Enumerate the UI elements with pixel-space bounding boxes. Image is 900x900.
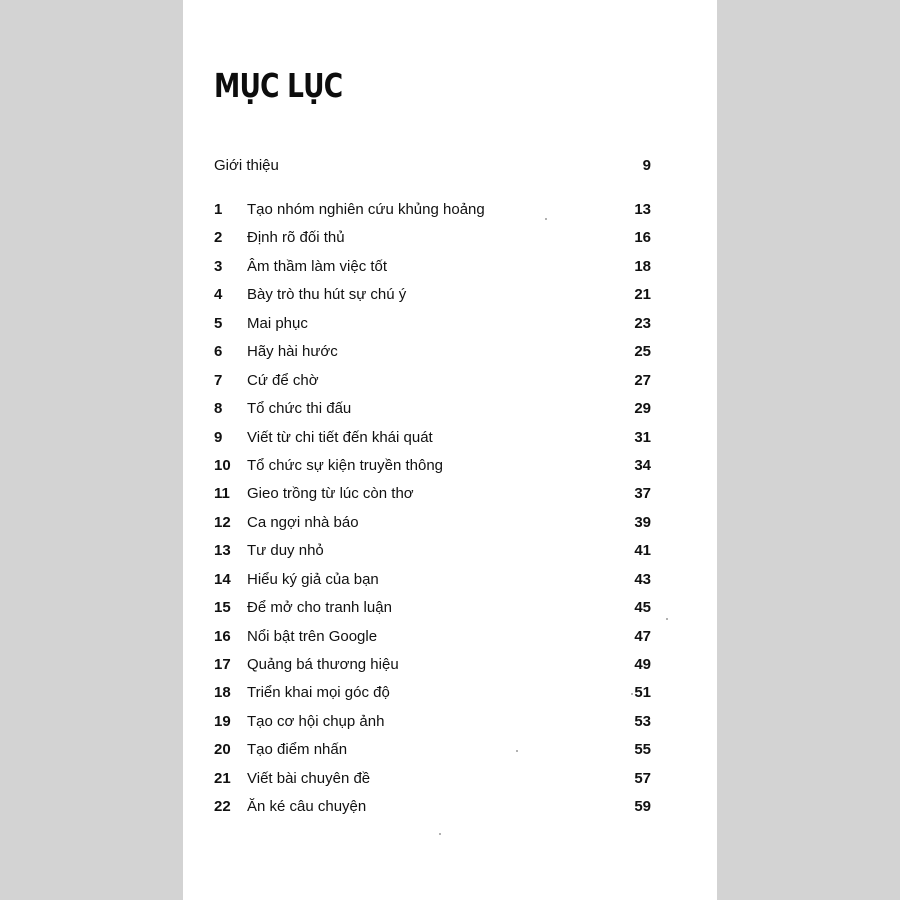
toc-entry [214,597,651,625]
toc-entry-number: 15 [214,599,231,617]
toc-entry-number: 7 [214,371,223,389]
toc-entry-number: 1 [214,201,223,218]
toc-entry-page-number: 16 [634,229,651,247]
table-of-contents [214,199,651,825]
toc-entry-title: Tổ chức sự kiện truyền thông [247,456,444,474]
toc-entry-number: 19 [214,712,231,730]
toc-entry-title: Gieo trồng từ lúc còn thơ [247,485,414,503]
toc-entry-number: 21 [214,769,231,787]
toc-entry-page-number: 34 [634,456,651,474]
toc-entry-number: 16 [214,627,231,645]
toc-entry-title: Tổ chức thi đấu [247,400,352,418]
toc-entry [214,739,651,767]
toc-entry-page-number: 21 [634,286,651,304]
toc-entry-number: 10 [214,456,231,474]
toc-entry-number: 17 [214,656,231,673]
toc-entry-title: Viết bài chuyên đề [247,769,371,787]
toc-entry-number: 18 [214,684,231,702]
toc-entry-title: Bày trò thu hút sự chú ý [247,286,407,304]
toc-entry-page-number: 25 [634,343,651,361]
toc-entry-page-number: 18 [634,257,651,275]
toc-entry-page-number: 55 [634,741,651,759]
toc-entry [214,313,651,341]
toc-entry-number: 3 [214,257,223,275]
toc-entry-page-number: 53 [634,712,651,730]
toc-entry-title: Tạo điểm nhấn [247,741,348,759]
toc-entry-number: 4 [214,286,223,304]
paper-speck [666,618,668,620]
toc-entry-page-number: 13 [634,201,651,218]
toc-entry-number: 22 [214,798,231,816]
toc-entry-title: Ca ngợi nhà báo [247,513,359,531]
toc-entry-page-number: 37 [634,485,651,503]
toc-entry [214,796,651,824]
toc-entry [214,512,651,540]
toc-intro-entry [214,157,651,179]
toc-entry-number: 9 [214,428,223,446]
toc-entry [214,711,651,739]
toc-entry [214,227,651,255]
toc-entry-page-number: 27 [634,371,651,389]
toc-entry-page-number: 29 [634,400,651,418]
toc-entry [214,682,651,710]
toc-entry [214,654,651,682]
toc-entry-title: Nổi bật trên Google [247,627,378,645]
toc-entry-number: 5 [214,314,223,332]
toc-entry-page-number: 41 [634,542,651,560]
toc-entry-title: Viết từ chi tiết đến khái quát [247,428,433,446]
toc-entry [214,455,651,483]
toc-entry-title: Tư duy nhỏ [247,542,324,560]
toc-intro-label: Giới thiệu [214,157,279,174]
toc-entry-page-number: 59 [634,798,651,816]
toc-entry-page-number: 51 [634,684,651,702]
toc-entry-number: 20 [214,741,231,759]
toc-entry [214,199,651,227]
page-title: MỤC LỤC [214,66,343,105]
toc-entry-number: 13 [214,542,231,560]
toc-entry-number: 11 [214,485,230,503]
toc-entry [214,569,651,597]
toc-entry-title: Tạo cơ hội chụp ảnh [247,712,385,730]
toc-entry [214,483,651,511]
toc-entry-title: Định rõ đối thủ [247,229,345,247]
toc-entry-page-number: 47 [634,627,651,645]
toc-entry-title: Triển khai mọi góc độ [247,684,390,702]
paper-speck [631,693,633,695]
toc-entry-page-number: 23 [634,314,651,332]
paper-speck [545,218,547,220]
toc-entry [214,768,651,796]
toc-entry-title: Để mở cho tranh luận [247,599,392,617]
toc-entry-page-number: 45 [634,599,651,617]
toc-entry-page-number: 57 [634,769,651,787]
toc-entry [214,341,651,369]
toc-entry-title: Âm thầm làm việc tốt [247,257,388,275]
toc-entry [214,626,651,654]
toc-entry [214,398,651,426]
toc-entry-title: Hãy hài hước [247,343,338,361]
toc-intro-page-number: 9 [642,157,651,174]
toc-entry [214,256,651,284]
paper-speck [439,833,441,835]
toc-entry [214,284,651,312]
toc-entry-title: Tạo nhóm nghiên cứu khủng hoảng [247,201,485,218]
toc-entry-title: Cứ để chờ [247,371,319,389]
toc-entry-number: 6 [214,343,223,361]
toc-entry-title: Mai phục [247,314,308,332]
toc-entry-title: Hiểu ký giả của bạn [247,570,379,588]
toc-entry-number: 12 [214,513,231,531]
toc-entry-page-number: 49 [634,656,651,673]
toc-entry-number: 14 [214,570,231,588]
toc-entry-page-number: 31 [634,428,651,446]
toc-entry-number: 2 [214,229,223,247]
toc-entry-page-number: 43 [634,570,651,588]
toc-entry [214,370,651,398]
toc-entry-number: 8 [214,400,223,418]
toc-entry-page-number: 39 [634,513,651,531]
paper-speck [516,750,518,752]
toc-entry [214,540,651,568]
toc-entry [214,427,651,455]
toc-entry-title: Quảng bá thương hiệu [247,656,399,673]
book-page [183,0,717,900]
toc-entry-title: Ăn ké câu chuyện [247,798,367,816]
